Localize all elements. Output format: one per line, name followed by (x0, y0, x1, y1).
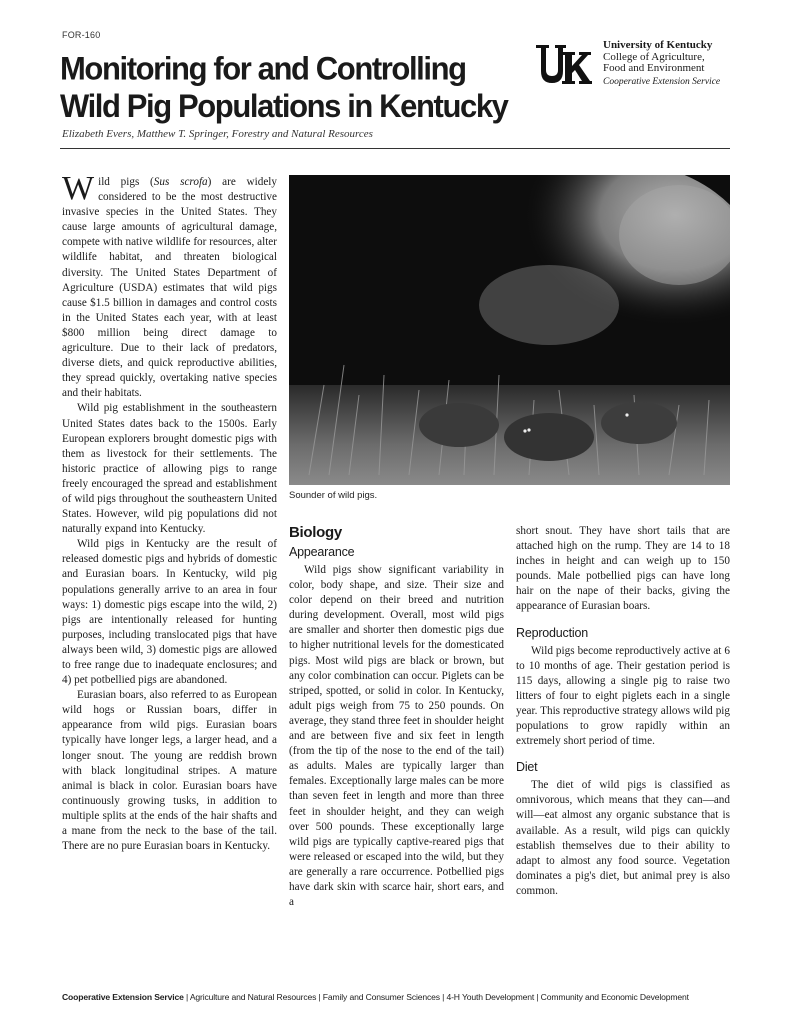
uk-logo-icon (535, 42, 593, 88)
footer-program-areas: | Agriculture and Natural Resources | Family and Consumer Sciences | 4-H Youth Development | Community and Economic Development (183, 992, 689, 1002)
appearance-paragraph: Wild pigs show significant variability in color, body shape, and size. Their size and color depend on their breed and nutrition during development. Overall, most wild pigs are smaller and shorter then domestic pigs due to higher nutritional levels for the domesticated pigs. Most wild pigs are black or brown, but any color combination can occur. Piglets can be striped, spotted, or solid in color. In Kentucky, adult pigs weigh from 75 to 250 pounds. On average, they stand three feet in shoulder height and are between five and six feet in length (from the tip of the nose to the end of the tail) as adults. Males are typically larger than females. Exceptionally large males can be more than seven feet in length and more than three feet in shoulder height, and they can weigh over 500 pounds. These exceptionally large wild pigs are typically captive-reared pigs that were released or escaped into the wild, but they are generally a rare occurrence. Potbellied pigs have dark skin with scarce hair, short ears, and a (289, 564, 504, 909)
left-text-column (62, 170, 277, 854)
diet-paragraph: The diet of wild pigs is classified as omnivorous, which means that they can—and will—eat almost any organic substance that is available. As a result, wild pigs can quickly establish themselves due to their ability to adapt to almost any food source. Vegetation dominates a pig's diet, but animal prey is also common. (516, 779, 730, 897)
title-line-2: Wild Pig Populations in Kentucky (60, 87, 508, 125)
title-line-1: Monitoring for and Controlling (60, 50, 466, 88)
eurasian-boar-paragraph: Eurasian boars, also referred to as European wild hogs or Russian boars, differ in appearance from wild pigs. Eurasian boars typically have longer legs, a larger head, and a longer snout. The young are reddish brown with black longitudinal stripes. A mature animal is black in color. Eurasian boars have continuously growing tusks, in addition to multiple splits at the ends of the hair shafts and a mane from the neck to the base of the tail. There are no pure Eurasian boars in Kentucky. (62, 689, 277, 853)
history-paragraph: Wild pig establishment in the southeastern United States dates back to the 1500s. Early European explorers brought domestic pigs with them as livestock for their settlements. The historic practice of allowing pigs to range freely encouraged the spread and establishment of wild pigs throughout the southeastern United States. However, wild pig populations did not naturally expand into Kentucky. (62, 402, 277, 536)
intro-text-b: ) are widely considered to be the most destructive invasive species in the United States. They cause large amounts of agricultural damage, compete with native wildlife for resources, alter wildlife habitat, and threaten biological diversity. The United States Department of Agriculture (USDA) estimates that wild pigs cause $1.5 billion in damages and control costs in the United States each year, with at least $800 million being direct damage to agriculture. Due to their lack of predators, diverse diets, and quick reproductive abilities, they spread quickly, overtaking native species and their habitats. (62, 176, 277, 400)
species-name: Sus scrofa (153, 176, 208, 188)
wild-pigs-photo (289, 175, 730, 485)
organization-name (603, 40, 738, 88)
footer-service-name: Cooperative Extension Service (62, 992, 184, 1002)
intro-text-a: ild pigs ( (98, 176, 154, 188)
heading-reproduction: Reproduction (516, 625, 588, 640)
middle-text-column (289, 524, 504, 910)
intro-paragraph (62, 170, 277, 401)
heading-diet: Diet (516, 760, 538, 775)
reproduction-paragraph: Wild pigs become reproductively active at 6 to 10 months of age. Their gestation period is 115 days, allowing a single pig to raise two litters of four to eight piglets each in a single year. This reproductive strategy allows wild pig populations to grow rapidly within an extremely short period of time. (516, 644, 730, 748)
appearance-continued-paragraph: short snout. They have short tails that are attached high on the rump. They are 14 to 18 inches in height and can weigh up to 150 pounds. Male potbellied pigs can have long hair on the nape of their backs, giving the appearance of Eurasian boars. (516, 525, 730, 613)
heading-appearance: Appearance (289, 545, 355, 559)
extension-service-name: Cooperative Extension Service (603, 76, 721, 87)
authors-line: Elizabeth Evers, Matthew T. Springer, Forestry and Natural Resources (62, 128, 373, 140)
photo-caption: Sounder of wild pigs. (289, 490, 378, 501)
publication-number: FOR-160 (62, 30, 101, 40)
college-line-1: College of Agriculture, (603, 50, 705, 63)
right-text-column (516, 524, 730, 899)
heading-biology: Biology (289, 524, 342, 541)
university-logo-block (535, 40, 735, 92)
header-divider (60, 148, 730, 149)
page-title (60, 50, 530, 124)
origins-paragraph: Wild pigs in Kentucky are the result of released domestic pigs and hybrids of domestic and Eurasian boars. In Kentucky, wild pig populations generally arrive to an area in four ways: 1) domestic pigs escape into the wild, 2) pigs are intentionally released for hunting purposes, including translocated pigs that have always been wild, 3) domestic pigs are allowed to free range due to inadequate enclosures; and 4) pet potbellied pigs are abandoned. (62, 538, 277, 687)
drop-cap: W (62, 170, 95, 207)
page-footer (62, 992, 730, 1002)
university-name: University of Kentucky (603, 39, 713, 51)
night-trail-camera-image (289, 175, 730, 485)
college-line-2: Food and Environment (603, 62, 705, 74)
